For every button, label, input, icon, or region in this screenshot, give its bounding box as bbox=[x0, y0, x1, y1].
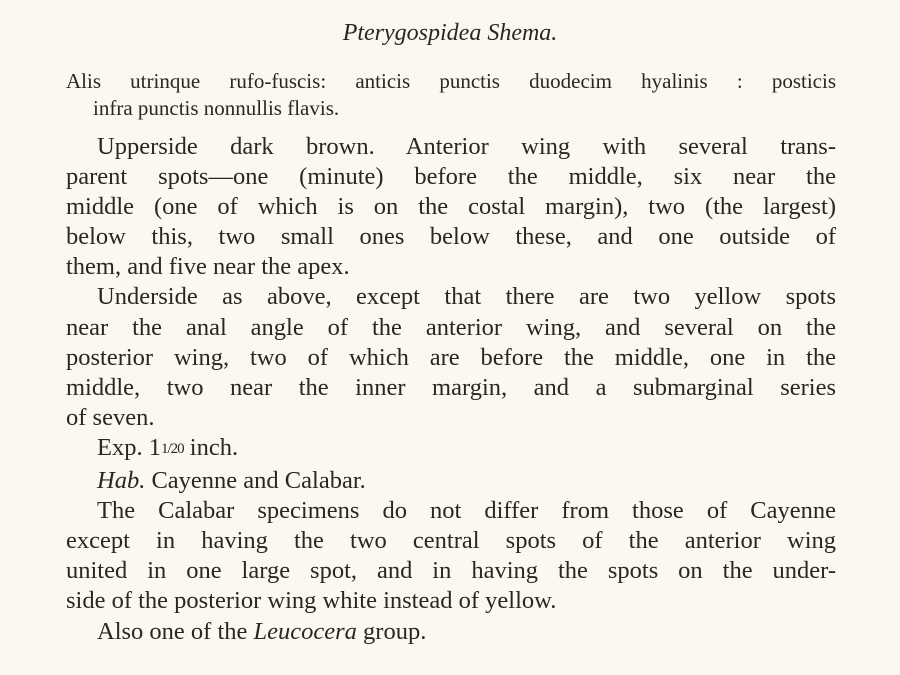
upperside-line: Upperside dark brown. Anterior wing with several trans- bbox=[97, 133, 836, 160]
latin-line-1: Alis utrinque rufo-fuscis: anticis punctis duodecim hyalinis : posticis bbox=[66, 69, 836, 93]
underside-line: of seven. bbox=[66, 403, 155, 431]
calabar-line: except in having the two central spots of the anterior wing bbox=[66, 527, 836, 555]
habitat-label: Hab. bbox=[97, 467, 146, 495]
expanse-line bbox=[66, 433, 836, 466]
expanse-unit: inch. bbox=[189, 433, 239, 461]
latin-line-2: infra punctis nonnullis flavis. bbox=[93, 96, 340, 120]
upperside-line: below this, two small ones below these, and one outside of bbox=[66, 223, 836, 251]
calabar-line: united in one large spot, and in having the spots on the under- bbox=[66, 557, 836, 585]
habitat-text: Cayenne and Calabar. bbox=[151, 467, 366, 495]
calabar-line: side of the posterior wing white instead of yellow. bbox=[66, 587, 557, 615]
expanse-prefix: Exp. 1 bbox=[97, 433, 161, 461]
upperside-line: them, and five near the apex. bbox=[66, 253, 350, 281]
description-body bbox=[66, 132, 836, 647]
upperside-line: middle (one of which is on the costal margin), two (the largest) bbox=[66, 193, 836, 221]
upperside-line: parent spots—one (minute) before the middle, six near the bbox=[66, 163, 836, 191]
underside-line: posterior wing, two of which are before the middle, one in the bbox=[66, 343, 836, 371]
underside-line: near the anal angle of the anterior wing, and several on the bbox=[66, 313, 836, 341]
group-note-prefix: Also one of the bbox=[97, 617, 248, 645]
calabar-line: The Calabar specimens do not differ from those of Cayenne bbox=[97, 497, 836, 525]
expanse-fraction: 1/20 bbox=[160, 440, 184, 457]
group-note-genus: Leucocera bbox=[253, 617, 357, 645]
underside-line: Underside as above, except that there are two yellow spots bbox=[97, 283, 836, 311]
habitat-line bbox=[66, 466, 836, 496]
latin-description bbox=[66, 68, 836, 122]
group-note-line bbox=[66, 617, 836, 647]
underside-line: middle, two near the inner margin, and a submarginal series bbox=[66, 373, 836, 401]
species-title bbox=[0, 20, 900, 47]
species-title-text: Pterygospidea Shema. bbox=[342, 20, 558, 46]
group-note-suffix: group. bbox=[363, 617, 427, 645]
